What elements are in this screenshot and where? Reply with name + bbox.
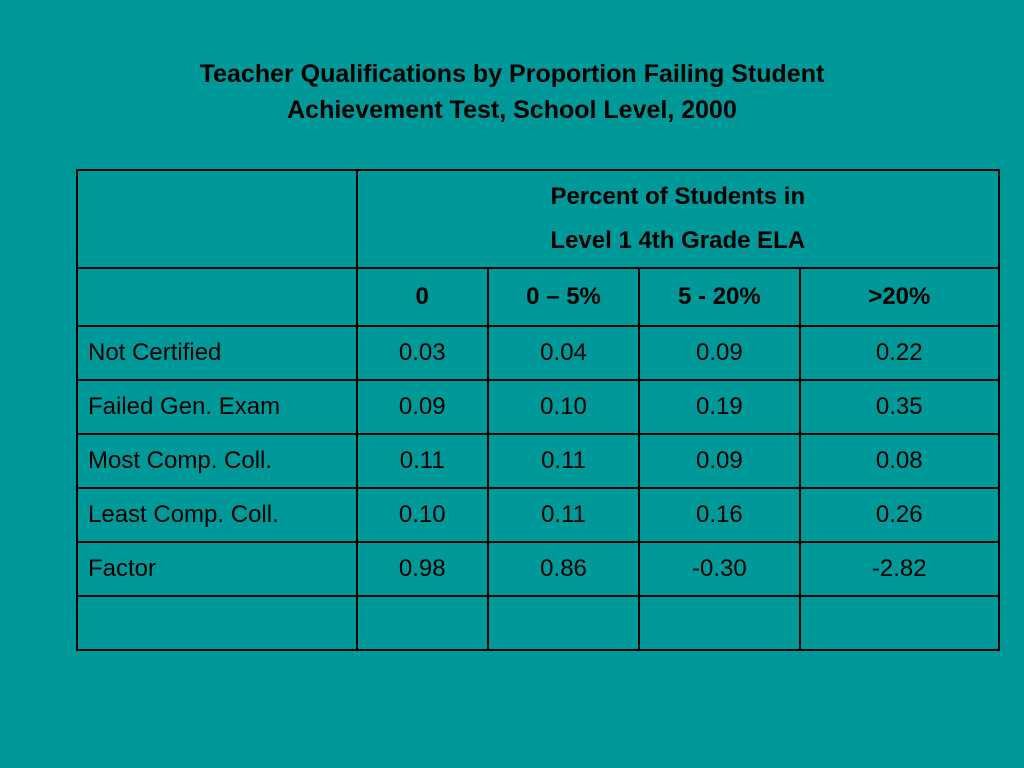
table-row: [77, 488, 999, 542]
table-cell: 0.10: [357, 488, 488, 542]
slide-title: [0, 56, 1024, 128]
column-header: 0 – 5%: [488, 268, 639, 326]
column-header: 0: [357, 268, 488, 326]
row-label: Failed Gen. Exam: [77, 380, 357, 434]
table-row: [77, 434, 999, 488]
table-cell: 0.08: [800, 434, 999, 488]
table-corner-cell: [77, 170, 357, 268]
table-cell: 0.19: [639, 380, 799, 434]
table-cell: 0.09: [639, 434, 799, 488]
table-cell: -0.30: [639, 542, 799, 596]
row-label: Factor: [77, 542, 357, 596]
table-cell: 0.86: [488, 542, 639, 596]
column-header-blank: [77, 268, 357, 326]
qualifications-table: [76, 169, 1000, 651]
table-cell: 0.09: [357, 380, 488, 434]
table-cell: 0.11: [357, 434, 488, 488]
empty-cell: [357, 596, 488, 650]
group-header-line-1: Percent of Students in: [550, 183, 806, 210]
table-row-empty: [77, 596, 999, 650]
empty-cell: [77, 596, 357, 650]
table-cell: 0.35: [800, 380, 999, 434]
table-cell: -2.82: [800, 542, 999, 596]
table-cell: 0.11: [488, 434, 639, 488]
row-label: Most Comp. Coll.: [77, 434, 357, 488]
table-cell: 0.03: [357, 326, 488, 380]
table-cell: 0.04: [488, 326, 639, 380]
table-header-row-group: [77, 170, 999, 268]
table-cell: 0.26: [800, 488, 999, 542]
slide-title-line-2: Achievement Test, School Level, 2000: [287, 96, 737, 124]
table-header-row-columns: [77, 268, 999, 326]
table-cell: 0.22: [800, 326, 999, 380]
column-header: >20%: [800, 268, 999, 326]
table-row: [77, 542, 999, 596]
group-header-line-2: Level 1 4th Grade ELA: [550, 227, 806, 254]
row-label: Not Certified: [77, 326, 357, 380]
table-cell: 0.10: [488, 380, 639, 434]
table-cell: 0.98: [357, 542, 488, 596]
row-label: Least Comp. Coll.: [77, 488, 357, 542]
empty-cell: [488, 596, 639, 650]
group-header-cell: [357, 170, 999, 268]
table-row: [77, 326, 999, 380]
slide-title-line-1: Teacher Qualifications by Proportion Failing Student: [199, 60, 825, 88]
empty-cell: [800, 596, 999, 650]
table-cell: 0.11: [488, 488, 639, 542]
table-row: [77, 380, 999, 434]
empty-cell: [639, 596, 799, 650]
column-header: 5 - 20%: [639, 268, 799, 326]
table-cell: 0.16: [639, 488, 799, 542]
table-cell: 0.09: [639, 326, 799, 380]
